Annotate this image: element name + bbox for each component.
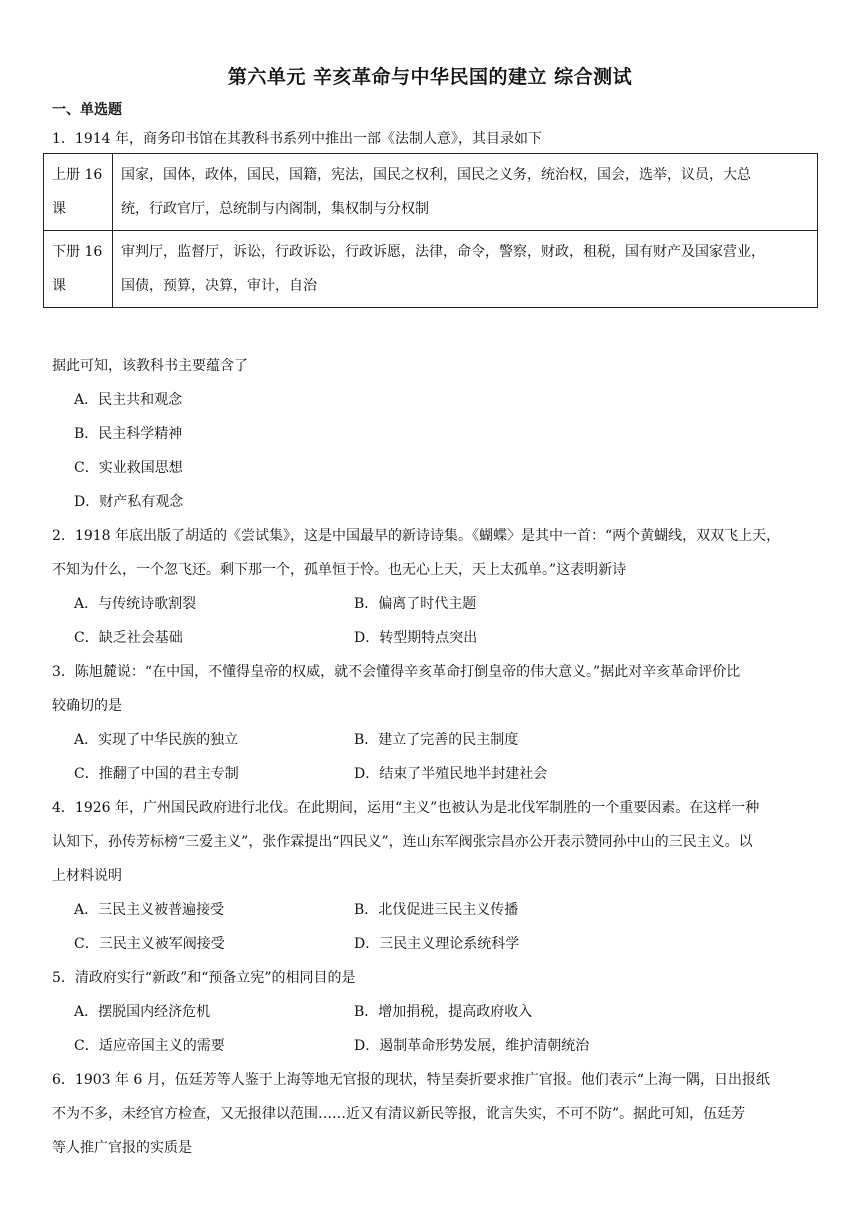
q4-option-c[interactable]: C．三民主义被军阀接受 (74, 936, 225, 952)
q1-option-d[interactable]: D．财产私有观念 (74, 494, 184, 510)
table-row (44, 231, 818, 308)
table-row (44, 154, 818, 231)
q2-option-b[interactable]: B．偏离了时代主题 (354, 596, 477, 612)
question-6-line3: 等人推广官报的实质是 (52, 1140, 192, 1156)
q3-option-a[interactable]: A．实现了中华民族的独立 (74, 732, 239, 748)
contents-line2: 国债，预算，决算，审计，自治 (121, 278, 317, 294)
q5-option-d[interactable]: D．遏制革命形势发展，维护清朝统治 (354, 1038, 590, 1054)
volume-label-line2: 课 (52, 201, 66, 217)
q5-option-a[interactable]: A．摆脱国内经济危机 (74, 1004, 211, 1020)
q1-option-b[interactable]: B．民主科学精神 (74, 426, 183, 442)
q3-option-c[interactable]: C．推翻了中国的君主专制 (74, 766, 239, 782)
contents-line1: 审判厅，监督厅，诉讼，行政诉讼，行政诉愿，法律，命令，警察，财政，租税，国有财产及国家营业， (121, 244, 765, 260)
contents-cell (113, 154, 818, 231)
q4-option-b[interactable]: B．北伐促进三民主义传播 (354, 902, 519, 918)
question-5-line1: 5．清政府实行“新政”和“预备立宪”的相同目的是 (52, 970, 356, 986)
q3-option-d[interactable]: D．结束了半殖民地半封建社会 (354, 766, 548, 782)
q2-option-d[interactable]: D．转型期特点突出 (354, 630, 478, 646)
syllabus-table (43, 153, 818, 308)
question-6-line2: 不为不多，未经官方检查，又无报律以范围……近又有清议新民等报，讹言失实，不可不防”。据此可知，伍廷芳 (52, 1106, 746, 1122)
contents-line1: 国家，国体，政体，国民，国籍，宪法，国民之权利，国民之义务，统治权，国会，选举，议员，大总 (121, 167, 751, 183)
question-4-line1: 4．1926 年，广州国民政府进行北伐。在此期间，运用“主义”也被认为是北伐军制胜的一个重要因素。在这样一种 (52, 800, 760, 816)
question-6-line1: 6．1903 年 6 月，伍廷芳等人鉴于上海等地无官报的现状，特呈奏折要求推广官报。他们表示“上海一隅，日出报纸 (52, 1072, 770, 1088)
contents-cell (113, 231, 818, 308)
q5-option-c[interactable]: C．适应帝国主义的需要 (74, 1038, 225, 1054)
page-title: 第六单元 辛亥革命与中华民国的建立 综合测试 (227, 66, 633, 88)
volume-label-line2: 课 (52, 278, 66, 294)
question-2-line2: 不知为什么，一个忽飞还。剩下那一个，孤单恒于怜。也无心上天，天上太孤单。”这表明新诗 (52, 562, 627, 578)
section-heading: 一、单选题 (52, 102, 122, 118)
q3-option-b[interactable]: B．建立了完善的民主制度 (354, 732, 519, 748)
question-3-line1: 3．陈旭麓说：“在中国，不懂得皇帝的权威，就不会懂得辛亥革命打倒皇帝的伟大意义。”据此对辛亥革命评价比 (52, 664, 741, 680)
q5-option-b[interactable]: B．增加捐税，提高政府收入 (354, 1004, 533, 1020)
question-4-line2: 认知下，孙传芳标榜“三爱主义”，张作霖提出“四民义”，连山东军阀张宗昌亦公开表示赞同孙中山的三民主义。以 (52, 834, 753, 850)
volume-cell (44, 231, 113, 308)
question-2-line1: 2．1918 年底出版了胡适的《尝试集》，这是中国最早的新诗诗集。《蝴蝶〉是其中一首：“两个黄蝴线，双双飞上天， (52, 528, 781, 544)
question-1-followup: 据此可知，该教科书主要蕴含了 (52, 358, 248, 374)
q1-option-a[interactable]: A．民主共和观念 (74, 392, 183, 408)
q2-option-a[interactable]: A．与传统诗歌割裂 (74, 596, 197, 612)
volume-cell (44, 154, 113, 231)
q4-option-a[interactable]: A．三民主义被普遍接受 (74, 902, 225, 918)
question-4-line3: 上材料说明 (52, 868, 122, 884)
contents-line2: 统，行政官厅，总统制与内阁制，集权制与分权制 (121, 201, 429, 217)
q4-option-d[interactable]: D．三民主义理论系统科学 (354, 936, 520, 952)
volume-label-line1: 下册 16 (52, 244, 103, 260)
question-1-stem: 1．1914 年，商务印书馆在其教科书系列中推出一部《法制人意》，其目录如下 (52, 131, 542, 147)
volume-label-line1: 上册 16 (52, 167, 103, 183)
q1-option-c[interactable]: C．实业救国思想 (74, 460, 183, 476)
q2-option-c[interactable]: C．缺乏社会基础 (74, 630, 183, 646)
question-3-line2: 较确切的是 (52, 698, 122, 714)
